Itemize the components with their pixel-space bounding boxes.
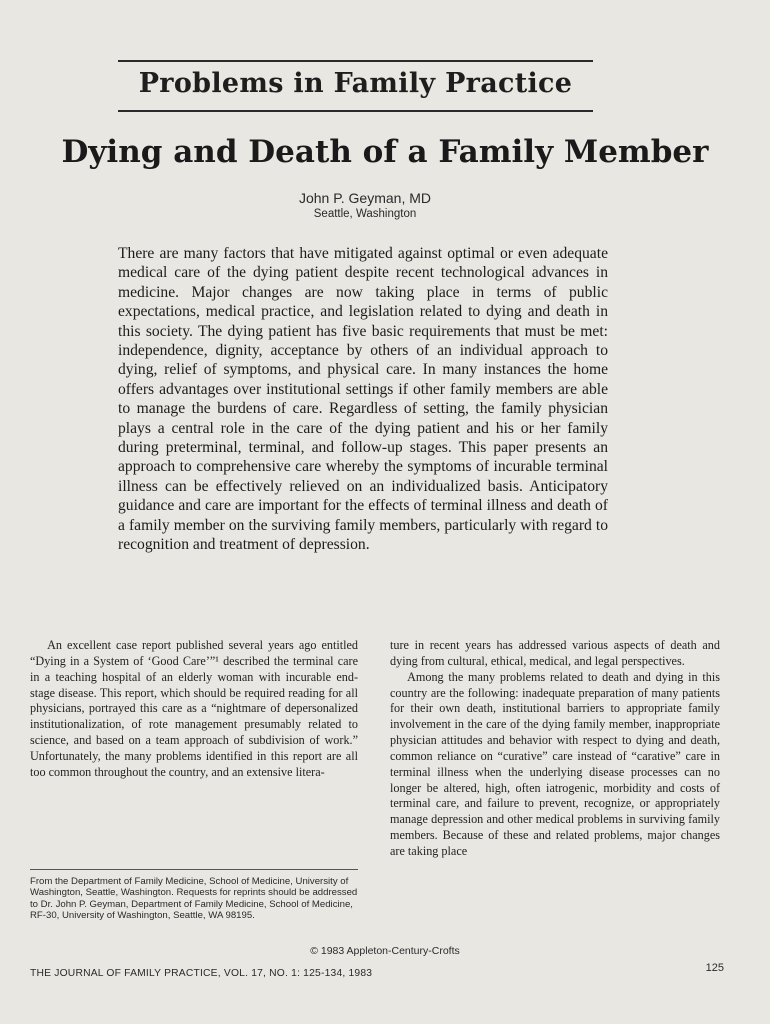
copyright-notice: © 1983 Appleton-Century-Crofts bbox=[310, 945, 460, 957]
footnote-rule bbox=[30, 869, 358, 870]
header-top-rule bbox=[118, 60, 593, 62]
article-title: Dying and Death of a Family Member bbox=[61, 134, 709, 170]
body-paragraph: ture in recent years has addressed various aspects of death and dying from cultural, ethical, medical, and legal perspectives. bbox=[390, 638, 720, 668]
body-paragraph: Among the many problems related to death and dying in this country are the following: inadequate preparation of many patients for their own death, institutional barriers to appropriate family involvement in the care of the dying family member, inappropriate physician attitudes and behavior with respect to dying and death, common reliance on “curative” care instead of “carative” care in terminal illness when the underlying disease processes can no longer be altered, high, often iatrogenic, morbidity and costs of terminal care, and failure to prevent, recognize, or appropriately manage depression and other medical problems in surviving family members. Because of these and related problems, major changes are taking place bbox=[390, 669, 720, 858]
header-bottom-rule bbox=[118, 110, 593, 112]
body-paragraph: An excellent case report published several years ago entitled “Dying in a System of ‘Good Care’”¹ described the terminal care in a teaching hospital of an elderly woman with incurable end-stage disease. This report, which should be required reading for all physicians, portrayed this care as a “nightmare of depersonalized institutionalization, of rote management presumably related to science, and based on a team approach of subdivision of work.” Unfortunately, the many problems identified in this report are all too common throughout the country, and an extensive litera- bbox=[30, 638, 358, 779]
page-number: 125 bbox=[705, 962, 724, 974]
author-location: Seattle, Washington bbox=[313, 208, 417, 220]
affiliation-footnote: From the Department of Family Medicine, School of Medicine, University of Washington, Seattle, Washington. Requests for reprints should be addressed to Dr. John P. Geyman, Department of Family Medicine, School of Medicine, RF-30, University of Washington, Seattle, WA 98195. bbox=[30, 876, 358, 922]
body-left-column bbox=[30, 638, 358, 781]
body-right-column bbox=[390, 638, 720, 860]
series-title: Problems in Family Practice bbox=[138, 68, 573, 99]
author-name: John P. Geyman, MD bbox=[298, 190, 432, 206]
journal-citation: THE JOURNAL OF FAMILY PRACTICE, VOL. 17, NO. 1: 125-134, 1983 bbox=[30, 968, 373, 979]
abstract: There are many factors that have mitigated against optimal or even adequate medical care of the dying patient despite recent technological advances in medicine. Major changes are now taking place in terms of public expectations, medical practice, and legislation related to dying and death in this society. The dying patient has five basic requirements that must be met: independence, dignity, acceptance by others of an individual approach to dying, relief of symptoms, and physical care. In many instances the home offers advantages over institutional settings if other family members are able to manage the burdens of care. Regardless of setting, the family physician plays a central role in the care of the dying patient and his or her family during preterminal, terminal, and follow-up stages. This paper presents an approach to comprehensive care whereby the symptoms of incurable terminal illness can be effectively relieved on an individualized basis. Anticipatory guidance and care are important for the effects of terminal illness and death of a family member on the surviving family members, particularly with regard to recognition and treatment of depression. bbox=[118, 245, 608, 554]
